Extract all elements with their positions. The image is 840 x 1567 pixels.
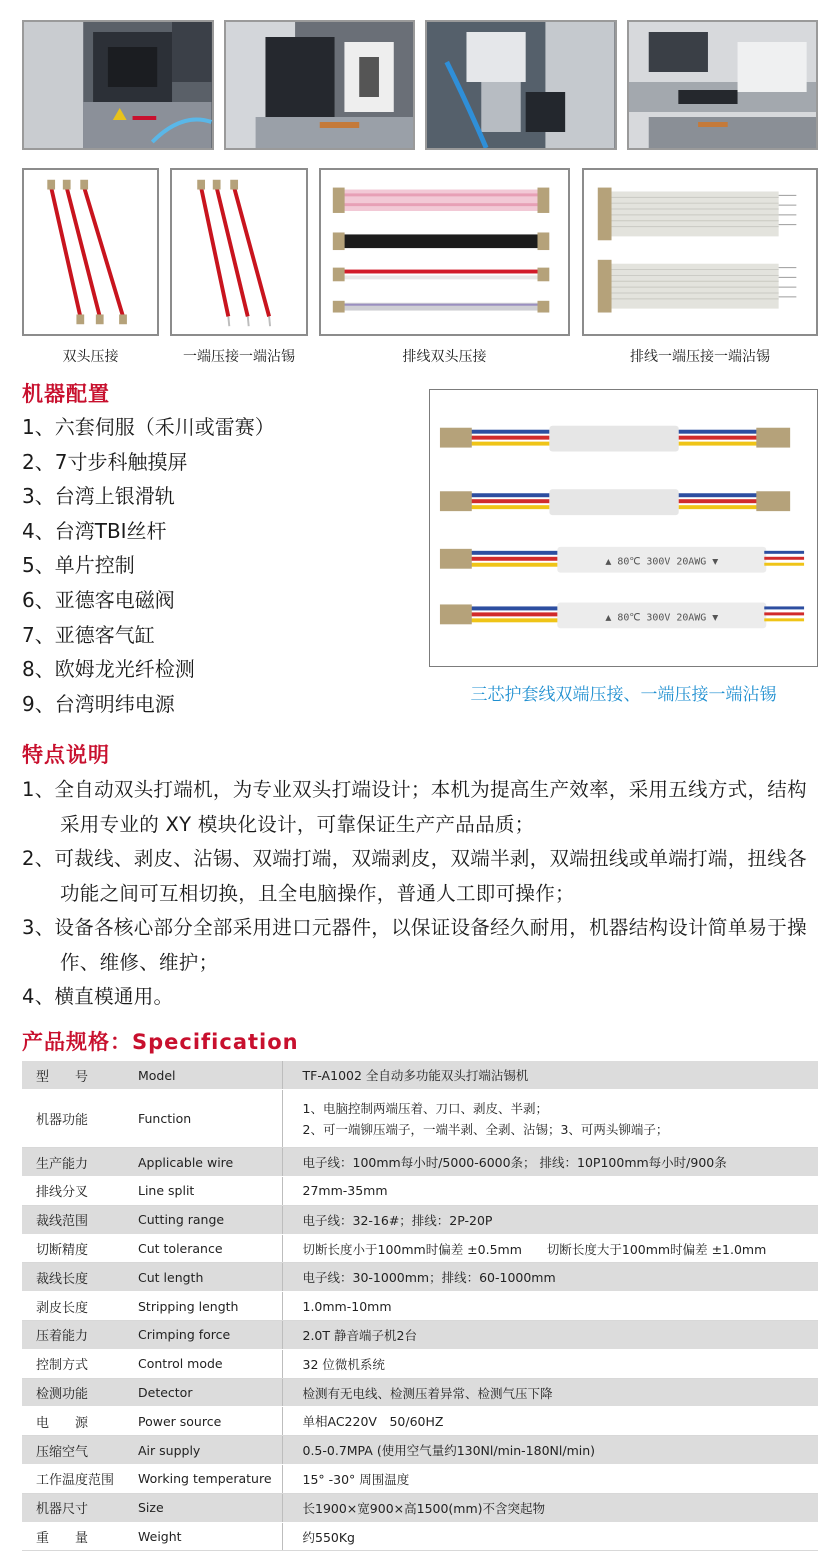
- spec-value: 15° -30° 周围温度: [282, 1465, 818, 1494]
- spec-row: [22, 1148, 818, 1177]
- sample-ribbon-crimp-tin: [582, 168, 818, 366]
- jacket-print-2: ▲ 80℃ 300V 20AWG ▼: [605, 612, 719, 624]
- spec-label-en: Working temperature: [128, 1465, 282, 1494]
- machine-photo-2: [224, 20, 416, 150]
- spec-label-en: Applicable wire: [128, 1148, 282, 1177]
- spec-value-line: 2、可一端铆压端子，一端半剥、全剥、沾锡；3、可两头铆端子；: [302, 1121, 669, 1137]
- wire-set-2: [440, 489, 790, 515]
- spec-label-en: Power source: [128, 1407, 282, 1436]
- spec-label-cn: 排线分叉: [22, 1177, 128, 1206]
- spec-value: 电子线：30-1000mm；排线：60-1000mm: [282, 1263, 818, 1292]
- config-item: 5、单片控制: [22, 553, 135, 578]
- config-list: [22, 410, 422, 721]
- spec-label-cn: 切断精度: [22, 1234, 128, 1263]
- spec-label-cn: 裁线范围: [22, 1205, 128, 1234]
- spec-value: 切断长度小于100mm时偏差 ±0.5mm 切断长度大于100mm时偏差 ±1.0mm: [282, 1234, 818, 1263]
- config-item: 9、台湾明纬电源: [22, 691, 175, 716]
- sample-ribbon-double: [319, 168, 570, 366]
- spec-label-en: Stripping length: [128, 1292, 282, 1321]
- machine-photo-4: [627, 20, 819, 150]
- spec-label-en: Size: [128, 1493, 282, 1522]
- feature-item: 1、全自动双头打端机，为专业双头打端设计；本机为提高生产效率，采用五线方式，结构采用专业的 XY 模块化设计，可靠保证生产产品品质；: [22, 778, 807, 836]
- spec-label-cn: 电 源: [22, 1407, 128, 1436]
- spec-value: 检测有无电线、检测压着异常、检测气压下降: [282, 1378, 818, 1407]
- config-item: 7、亚德客气缸: [22, 622, 155, 647]
- config-item: 8、欧姆龙光纤检测: [22, 657, 195, 682]
- spec-row: [22, 1205, 818, 1234]
- spec-row: [22, 1378, 818, 1407]
- sample-crimp-tin: [170, 168, 308, 366]
- spec-title: 产品规格：Specification: [22, 1030, 299, 1054]
- sample-double-crimp: [22, 168, 159, 366]
- spec-label-en: Weight: [128, 1522, 282, 1551]
- config-item: 6、亚德客电磁阀: [22, 587, 175, 612]
- spec-label-en: Cut tolerance: [128, 1234, 282, 1263]
- spec-value: 电子线：100mm每小时/5000-6000条； 排线：10P100mm每小时/900条: [282, 1148, 818, 1177]
- spec-row: [22, 1090, 818, 1148]
- spec-label-en: Cut length: [128, 1263, 282, 1292]
- spec-label-en: Detector: [128, 1378, 282, 1407]
- machine-photo-3: [425, 20, 617, 150]
- sample-caption: 排线一端压接一端沾锡: [630, 349, 770, 365]
- cable-sample-row: [22, 168, 818, 368]
- config-title: 机器配置: [22, 382, 110, 406]
- feature-item: 4、横直模通用。: [22, 985, 174, 1008]
- spec-value: 约550Kg: [282, 1522, 818, 1551]
- spec-row: [22, 1465, 818, 1494]
- spec-value: 长1900×宽900×高1500(mm)不含突起物: [282, 1493, 818, 1522]
- spec-row: [22, 1436, 818, 1465]
- spec-value: 1.0mm-10mm: [282, 1292, 818, 1321]
- spec-label-en: Function: [128, 1090, 282, 1148]
- spec-value: 27mm-35mm: [282, 1177, 818, 1206]
- spec-label-cn: 裁线长度: [22, 1263, 128, 1292]
- spec-row: [22, 1263, 818, 1292]
- spec-label-en: Air supply: [128, 1436, 282, 1465]
- spec-label-cn: 型 号: [22, 1061, 128, 1090]
- spec-label-cn: 生产能力: [22, 1148, 128, 1177]
- spec-row: [22, 1177, 818, 1206]
- spec-row: [22, 1407, 818, 1436]
- spec-label-en: Model: [128, 1061, 282, 1090]
- spec-row: [22, 1234, 818, 1263]
- spec-value: 2.0T 静音端子机2台: [282, 1321, 818, 1350]
- spec-value: TF-A1002 全自动多功能双头打端沾锡机: [282, 1061, 818, 1090]
- spec-label-cn: 控制方式: [22, 1349, 128, 1378]
- spec-label-en: Crimping force: [128, 1321, 282, 1350]
- spec-label-cn: 机器功能: [22, 1090, 128, 1148]
- spec-row: [22, 1522, 818, 1551]
- spec-row: [22, 1292, 818, 1321]
- jacketed-wire-photo: [429, 389, 818, 667]
- config-item: 1、六套伺服（禾川或雷赛）: [22, 415, 275, 439]
- spec-value-line: 1、电脑控制两端压着、刀口、剥皮、半剥；: [302, 1100, 548, 1116]
- config-item: 4、台湾TBI丝杆: [22, 518, 167, 543]
- machine-photo-row: [22, 20, 818, 150]
- feature-item: 2、可裁线、剥皮、沾锡、双端打端，双端剥皮，双端半剥，双端扭线或单端打端，扭线各功能之间可互相切换，且全电脑操作，普通人工即可操作；: [22, 847, 807, 905]
- machine-photo-1: [22, 20, 214, 150]
- spec-value: 电子线：32-16#；排线：2P-20P: [282, 1205, 818, 1234]
- feature-item: 3、设备各核心部分全部采用进口元器件，以保证设备经久耐用，机器结构设计简单易于操作、维修、维护；: [22, 916, 807, 974]
- sample-ribbon-double-image: [319, 168, 570, 336]
- config-item: 2、7寸步科触摸屏: [22, 449, 188, 474]
- sample-caption: 一端压接一端沾锡: [183, 349, 295, 365]
- wire-set-1: [440, 426, 790, 452]
- spec-label-cn: 机器尺寸: [22, 1493, 128, 1522]
- spec-value: 32 位微机系统: [282, 1349, 818, 1378]
- config-item: 3、台湾上银滑轨: [22, 484, 175, 509]
- sample-ribbon-crimp-tin-image: [582, 168, 818, 336]
- spec-label-en: Cutting range: [128, 1205, 282, 1234]
- jacket-print-1: ▲ 80℃ 300V 20AWG ▼: [605, 556, 719, 568]
- spec-label-en: Line split: [128, 1177, 282, 1206]
- features-list: [22, 773, 812, 1015]
- spec-label-cn: 重 量: [22, 1522, 128, 1551]
- spec-label-cn: 工作温度范围: [22, 1465, 128, 1494]
- spec-row: [22, 1061, 818, 1090]
- jacketed-wire-caption: 三芯护套线双端压接、一端压接一端沾锡: [470, 685, 777, 705]
- spec-label-cn: 检测功能: [22, 1378, 128, 1407]
- spec-value: 0.5-0.7MPA (使用空气量约130Nl/min-180Nl/min): [282, 1436, 818, 1465]
- spec-row: [22, 1349, 818, 1378]
- spec-value: [282, 1090, 818, 1148]
- spec-label-cn: 压着能力: [22, 1321, 128, 1350]
- spec-label-en: Control mode: [128, 1349, 282, 1378]
- features-title: 特点说明: [22, 743, 110, 767]
- spec-table: [22, 1061, 818, 1551]
- spec-row: [22, 1493, 818, 1522]
- sample-caption: 双头压接: [62, 349, 119, 365]
- sample-double-crimp-image: [22, 168, 159, 336]
- spec-label-cn: 剥皮长度: [22, 1292, 128, 1321]
- spec-value: 单相AC220V 50/60HZ: [282, 1407, 818, 1436]
- spec-row: [22, 1321, 818, 1350]
- spec-label-cn: 压缩空气: [22, 1436, 128, 1465]
- sample-crimp-tin-image: [170, 168, 308, 336]
- sample-caption: 排线双头压接: [402, 349, 487, 365]
